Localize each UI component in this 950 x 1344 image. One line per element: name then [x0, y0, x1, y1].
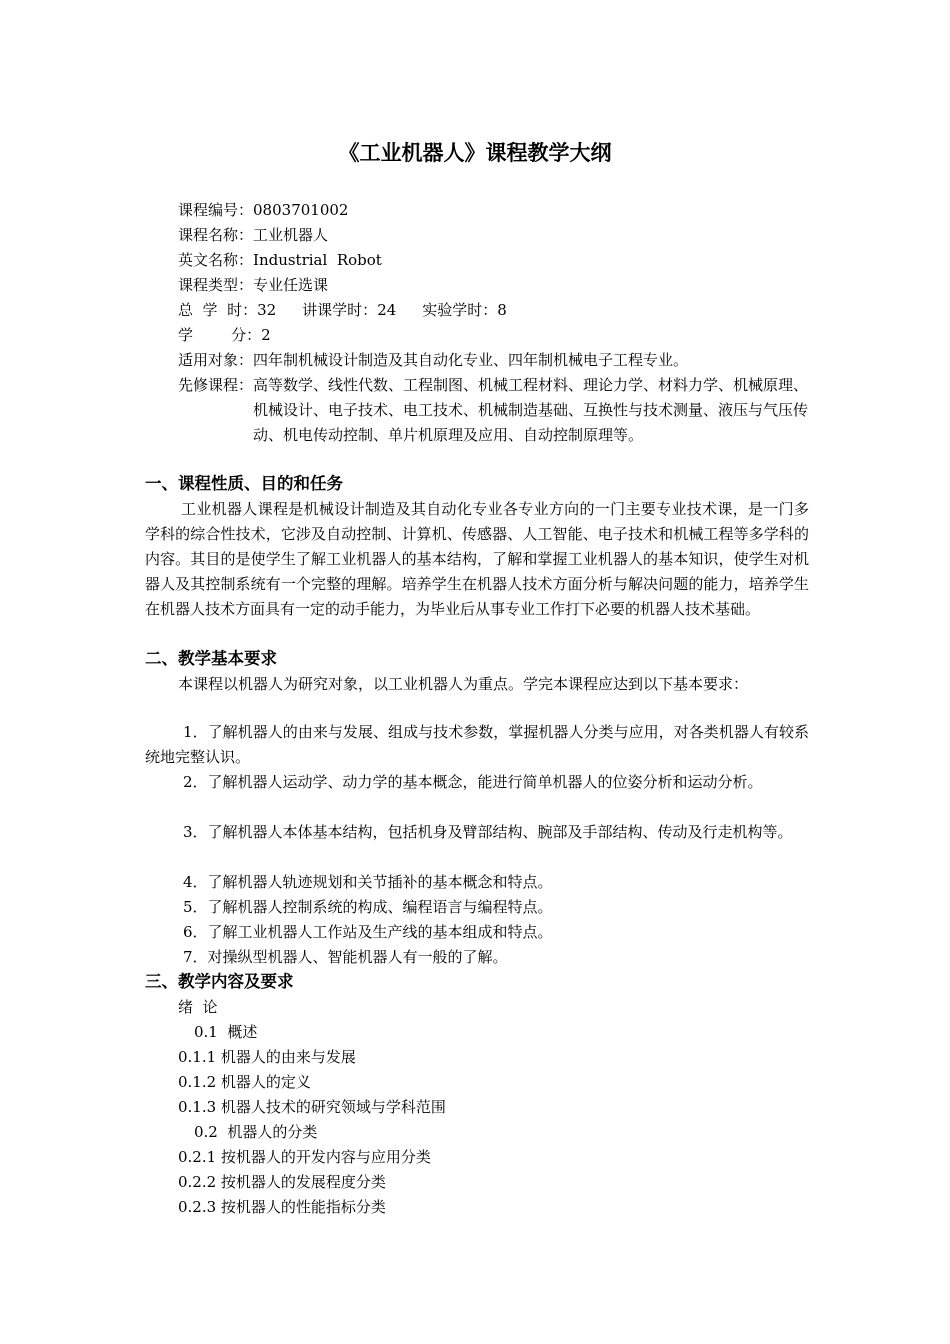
requirement-item: 2．了解机器人运动学、动力学的基本概念，能进行简单机器人的位姿分析和运动分析。: [183, 773, 763, 791]
requirement-item: 4．了解机器人轨迹规划和关节插补的基本概念和特点。: [183, 873, 553, 891]
credit-label: 学 分：: [178, 326, 262, 344]
course-code-row: [178, 198, 818, 223]
course-name-label: 课程名称：: [178, 226, 254, 244]
requirement-item: 1．了解机器人的由来与发展、组成与技术参数，掌握机器人分类与应用，对各类机器人有较系统地完整认识。: [145, 723, 809, 766]
requirement-item: 5．了解机器人控制系统的构成、编程语言与编程特点。: [183, 898, 553, 916]
english-name-value: Industrial Robot: [253, 251, 382, 269]
content-entry: 0.2.1 按机器人的开发内容与应用分类: [178, 1148, 431, 1166]
course-info-block: [178, 198, 818, 448]
hours-row: [178, 298, 818, 323]
content-intro: 绪 论: [178, 998, 218, 1016]
credit-value: 2: [261, 326, 271, 344]
course-type-value: 专业任选课: [253, 276, 329, 294]
lecture-hours-value: 24: [377, 301, 397, 319]
course-name-value: 工业机器人: [253, 226, 329, 244]
content-entry: 0.1.3 机器人技术的研究领域与学科范围: [178, 1098, 446, 1116]
content-entry: 0.1 概述: [194, 1023, 258, 1041]
section-heading-content: 三、教学内容及要求: [145, 972, 294, 991]
total-hours-value: 32: [257, 301, 277, 319]
lecture-hours-label: 讲课学时：: [302, 301, 378, 319]
requirement-item: 7．对操纵型机器人、智能机器人有一般的了解。: [183, 948, 508, 966]
course-code-value: 0803701002: [253, 201, 349, 219]
page-title: 《工业机器人》课程教学大纲: [338, 141, 612, 165]
section-body-nature: 工业机器人课程是机械设计制造及其自动化专业各专业方向的一门主要专业技术课，是一门多学科的综合性技术，它涉及自动控制、计算机、传感器、人工智能、电子技术和机械工程等多学科的内容。其目的是使学生了解工业机器人的基本结构，了解和掌握工业机器人的基本知识，使学生对机器人及其控制系统有一个完整的理解。培养学生在机器人技术方面分析与解决问题的能力，培养学生在机器人技术方面具有一定的动手能力，为毕业后从事专业工作打下必要的机器人技术基础。: [145, 500, 809, 618]
section-heading-nature: 一、课程性质、目的和任务: [145, 474, 343, 493]
lab-hours-label: 实验学时：: [422, 301, 498, 319]
target-label: 适用对象：: [178, 351, 254, 369]
lab-hours-value: 8: [497, 301, 507, 319]
prerequisite-label: 先修课程：: [178, 376, 254, 394]
requirements-intro: 本课程以机器人为研究对象，以工业机器人为重点。学完本课程应达到以下基本要求：: [178, 675, 749, 693]
content-entry: 0.2 机器人的分类: [194, 1123, 318, 1141]
credit-row: [178, 323, 818, 348]
content-entry: 0.2.3 按机器人的性能指标分类: [178, 1198, 386, 1216]
english-name-label: 英文名称：: [178, 251, 254, 269]
target-row: [178, 348, 818, 373]
english-name-row: [178, 248, 818, 273]
course-code-label: 课程编号：: [178, 201, 254, 219]
section-heading-requirements: 二、教学基本要求: [145, 649, 277, 668]
content-entry: 0.1.1 机器人的由来与发展: [178, 1048, 356, 1066]
total-hours-label: 总 学 时：: [178, 301, 258, 319]
prerequisite-row: [178, 373, 818, 448]
prerequisite-value: 高等数学、线性代数、工程制图、机械工程材料、理论力学、材料力学、机械原理、机械设计、电子技术、电工技术、机械制造基础、互换性与技术测量、液压与气压传动、机电传动控制、单片机原理及应用、自动控制原理等。: [253, 376, 809, 444]
content-entry: 0.1.2 机器人的定义: [178, 1073, 311, 1091]
course-type-row: [178, 273, 818, 298]
course-type-label: 课程类型：: [178, 276, 254, 294]
content-entry: 0.2.2 按机器人的发展程度分类: [178, 1173, 386, 1191]
target-value: 四年制机械设计制造及其自动化专业、四年制机械电子工程专业。: [253, 351, 689, 369]
requirement-item: 3．了解机器人本体基本结构，包括机身及臂部结构、腕部及手部结构、传动及行走机构等。: [183, 823, 793, 841]
requirement-item: 6．了解工业机器人工作站及生产线的基本组成和特点。: [183, 923, 553, 941]
course-name-row: [178, 223, 818, 248]
